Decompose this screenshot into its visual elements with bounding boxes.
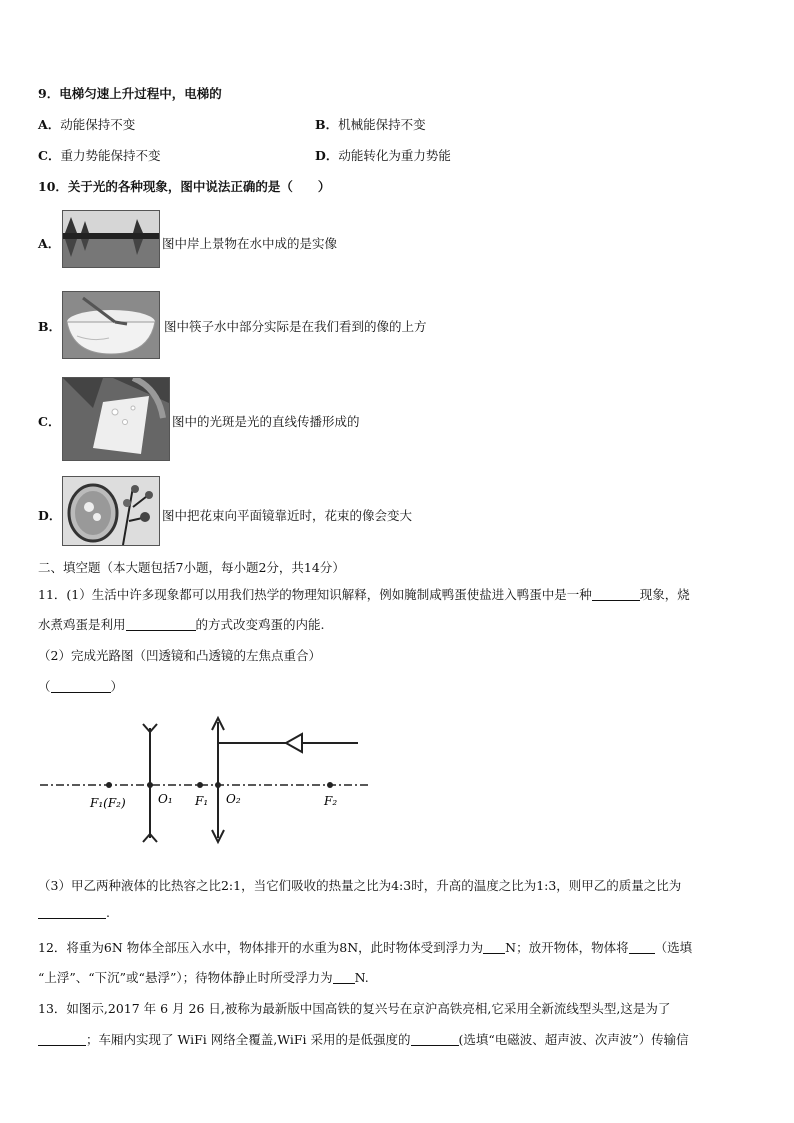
blank-q11-3[interactable] [51, 679, 111, 693]
q11-part3-line2: . [38, 905, 110, 920]
q9-option-a: A．动能保持不变 [38, 117, 136, 132]
q11-part1-line2: 水煮鸡蛋是利用 的方式改变鸡蛋的内能. [38, 617, 325, 632]
chopstick-bowl-image [63, 292, 159, 358]
q9-option-c: C．重力势能保持不变 [38, 148, 161, 163]
convex-lens [212, 718, 224, 842]
q11-part2-answer: （ ） [38, 679, 124, 694]
blank-q12-2[interactable] [629, 940, 655, 954]
q10-option-a-text: 图中岸上景物在水中成的是实像 [162, 236, 338, 251]
q13-line2: ；车厢内实现了 WiFi 网络全覆盖,WiFi 采用的是低强度的 (选填“电磁波、超声波、次声波”）传输信 [38, 1030, 689, 1048]
blank-q12-1[interactable] [483, 940, 505, 954]
section-heading: 二、填空题（本大题包括7小题，每小题2分，共14分） [38, 560, 345, 575]
blank-q11-2[interactable] [126, 617, 196, 631]
q10-option-a-label: A． [38, 236, 61, 251]
water-reflection-image [63, 211, 159, 267]
optical-center-o2-dot [215, 782, 221, 788]
q9-option-d: D．动能转化为重力势能 [315, 148, 451, 163]
blank-q11-1[interactable] [592, 587, 640, 601]
flowers-mirror-image [63, 477, 159, 545]
focus-f1-dot [197, 782, 203, 788]
focus-f2-dot [327, 782, 333, 788]
q12-line1: 12．将重为6N 物体全部压入水中，物体排开的水重为8N，此时物体受到浮力为 N；放开物体，物体将 （选填 [38, 940, 693, 955]
chopstick-in-bowl-photo [62, 291, 160, 359]
q9-option-b: B．机械能保持不变 [315, 117, 426, 132]
light-spots-photo [62, 377, 170, 461]
q10-stem: 10．关于光的各种现象，图中说法正确的是（ ） [38, 179, 331, 194]
light-spots-image [63, 378, 169, 460]
q10-option-b-text: 图中筷子水中部分实际是在我们看到的像的上方 [164, 319, 427, 334]
flowers-mirror-photo [62, 476, 160, 546]
label-f1: F₁ [195, 794, 209, 808]
lens-diagram [30, 710, 380, 845]
focus-f1f2-dot [106, 782, 112, 788]
q9-stem: 9．电梯匀速上升过程中，电梯的 [38, 86, 222, 101]
q10-option-c-text: 图中的光斑是光的直线传播形成的 [172, 414, 360, 429]
q13-line1: 13．如图示,2017 年 6 月 26 日,被称为最新版中国高铁的复兴号在京沪高铁亮相,它采用全新流线型头型,这是为了 [38, 1001, 671, 1016]
incident-ray [218, 734, 358, 752]
label-o2: O₂ [226, 792, 241, 806]
label-f2: F₂ [324, 794, 338, 808]
optical-center-o1-dot [147, 782, 153, 788]
q10-option-c-label: C． [38, 414, 61, 429]
q11-part3-line1: （3）甲乙两种液体的比热容之比2:1，当它们吸收的热量之比为4:3时，升高的温度之比为1:3，则甲乙的质量之比为 [38, 878, 682, 893]
q10-option-b-label: B． [38, 319, 62, 334]
blank-q13-2[interactable] [411, 1032, 459, 1046]
blank-q12-3[interactable] [333, 970, 355, 984]
water-reflection-photo [62, 210, 160, 268]
q10-option-d-text: 图中把花束向平面镜靠近时，花束的像会变大 [162, 508, 413, 523]
q11-part2: （2）完成光路图（凹透镜和凸透镜的左焦点重合） [38, 648, 321, 663]
blank-q11-4[interactable] [38, 905, 106, 919]
q10-option-d-label: D． [38, 508, 62, 523]
label-o1: O₁ [158, 792, 173, 806]
q12-line2: “上浮”、“下沉”或“悬浮”）；待物体静止时所受浮力为 N. [38, 970, 369, 985]
label-f1f2: F₁(F₂) [90, 796, 126, 810]
q11-part1-line1: 11．(1）生活中许多现象都可以用我们热学的物理知识解释，例如腌制咸鸭蛋使盐进入鸭蛋中是一种 现象，烧 [38, 587, 690, 602]
blank-q13-1[interactable] [38, 1032, 86, 1046]
